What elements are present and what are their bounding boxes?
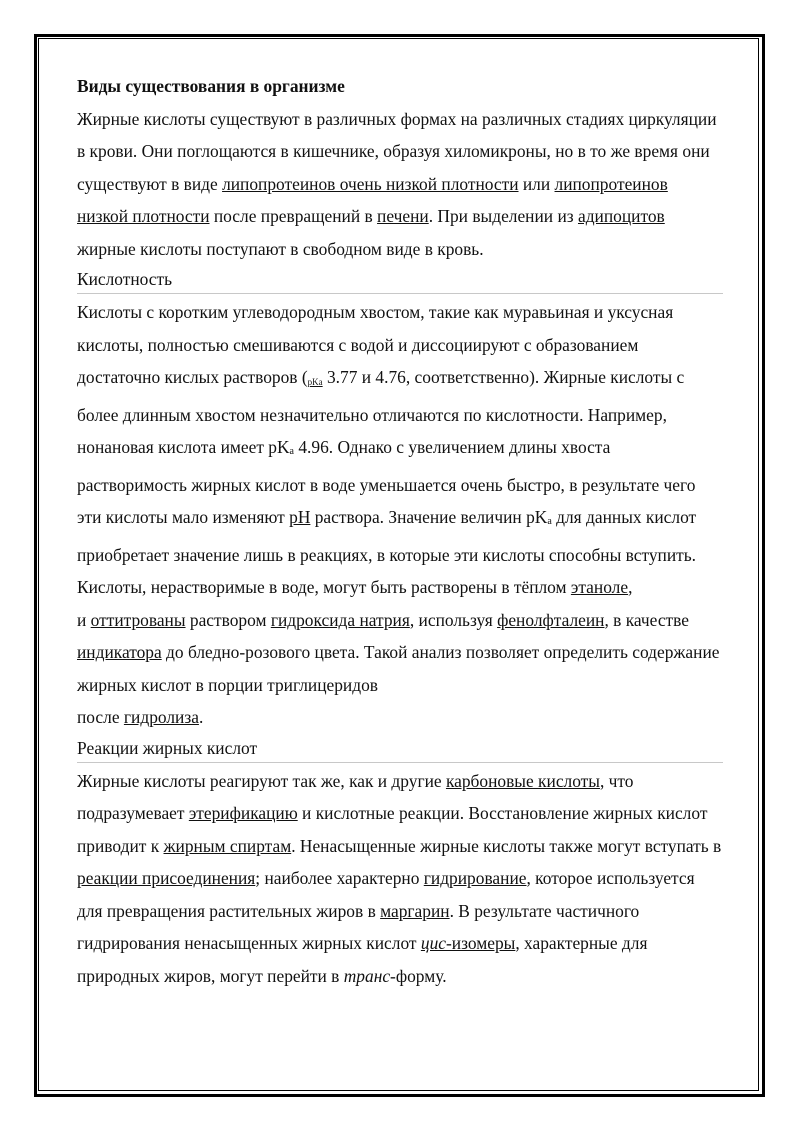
text-run: раствором <box>185 609 271 630</box>
isomers-text: -изомеры <box>446 933 516 953</box>
subscript-a: a <box>289 446 294 457</box>
paragraph-reactions <box>77 765 723 993</box>
link-carboxylic-acids[interactable]: карбоновые кислоты <box>445 770 600 791</box>
link-sodium-hydroxide[interactable]: гидроксида натрия <box>270 609 410 630</box>
section-title-acidity: Кислотность <box>77 265 723 294</box>
text-run: . В результате частичного гидрирования ненасыщенных жирных кислот <box>77 900 640 953</box>
link-fatty-alcohols[interactable]: жирным спиртам <box>163 835 292 856</box>
text-run: Кислоты с коротким углеводородным хвостом, такие как муравьиная и уксусная кислоты, полностью смешиваются с водой и диссоциируют с образованием достаточно кислых растворов ( <box>77 302 674 387</box>
link-adipocytes[interactable]: адипоцитов <box>577 206 665 226</box>
text-run: , используя <box>409 609 498 630</box>
link-liver[interactable]: печени <box>377 206 429 226</box>
text-run: Жирные кислоты реагируют так же, как и другие <box>77 770 446 791</box>
link-vldl[interactable]: липопротеинов очень низкой плотности <box>222 173 519 194</box>
link-ph[interactable]: pH <box>289 507 311 527</box>
text-run: -форму. <box>390 965 447 986</box>
text-run: до бледно-розового цвета. Такой анализ позволяет определить содержание жирных кислот в порции триглицеридов <box>77 642 720 695</box>
cis-italic: цис <box>420 933 446 953</box>
text-run: , которое используется для превращения растительных жиров в <box>77 868 695 921</box>
text-run: жирные кислоты поступают в свободном виде в кровь. <box>77 238 484 259</box>
section-title-reactions: Реакции жирных кислот <box>77 734 723 763</box>
link-phenolphthalein[interactable]: фенолфталеин <box>497 609 605 630</box>
text-run: . При выделении из <box>428 206 578 226</box>
text-run: Жирные кислоты существуют в различных формах на различных стадиях циркуляции в крови. Они поглощаются в кишечнике, образуя хиломикроны, но в то же время они существуют в виде <box>77 108 717 194</box>
document-body <box>77 70 723 992</box>
text-run: 4.96. Однако с увеличением длины хвоста растворимость жирных кислот в воде уменьшается очень быстро, в результате чего эти кислоты мало изменяют <box>77 437 696 527</box>
text-run: . Ненасыщенные жирные кислоты также могут вступать в <box>291 835 722 856</box>
text-run: после <box>77 707 124 727</box>
text-run: и кислотные реакции. Восстановление жирных кислот приводит к <box>77 803 708 856</box>
text-run: после превращений в <box>209 206 378 226</box>
text-run: , в качестве <box>604 609 689 630</box>
link-ethanol[interactable]: этаноле <box>570 577 629 597</box>
subscript-a: a <box>547 516 552 527</box>
paragraph-forms <box>77 103 723 266</box>
link-hydrogenation[interactable]: гидрирование <box>423 868 527 888</box>
link-pka[interactable]: pKa <box>307 377 323 387</box>
link-titrated[interactable]: оттитрованы <box>90 609 186 630</box>
text-run: или <box>518 173 555 194</box>
link-addition-reactions[interactable]: реакции присоединения <box>77 868 256 888</box>
text-run: , что подразумевает <box>77 770 634 823</box>
link-hydrolysis[interactable]: гидролиза <box>123 707 199 727</box>
text-run: 3.77 и 4.76, соответственно). Жирные кислоты с более длинным хвостом незначительно отличаются по кислотности. Например, нонановая кислота имеет pK <box>77 367 685 457</box>
text-run: ; наиболее характерно <box>255 868 424 888</box>
trans-italic: транс <box>343 965 391 986</box>
link-indicator[interactable]: индикатора <box>77 642 162 662</box>
text-run: и <box>77 609 91 630</box>
link-esterification[interactable]: этерификацию <box>188 803 298 823</box>
paragraph-acidity <box>77 296 723 734</box>
link-cis-isomers[interactable] <box>421 933 515 953</box>
text-run: для данных кислот приобретает значение лишь в реакциях, в которые эти кислоты способны вступить. Кислоты, нерастворимые в воде, могут быть растворены в тёплом <box>77 507 697 597</box>
text-run: , характерные для природных жиров, могут перейти в <box>77 933 648 986</box>
link-margarine[interactable]: маргарин <box>380 900 450 921</box>
link-ldl[interactable]: липопротеинов низкой плотности <box>77 173 668 226</box>
text-run: раствора. Значение величин pK <box>310 507 548 527</box>
section-title-forms: Виды существования в организме <box>77 76 345 96</box>
text-run: , <box>628 577 633 597</box>
text-run: . <box>198 707 204 727</box>
